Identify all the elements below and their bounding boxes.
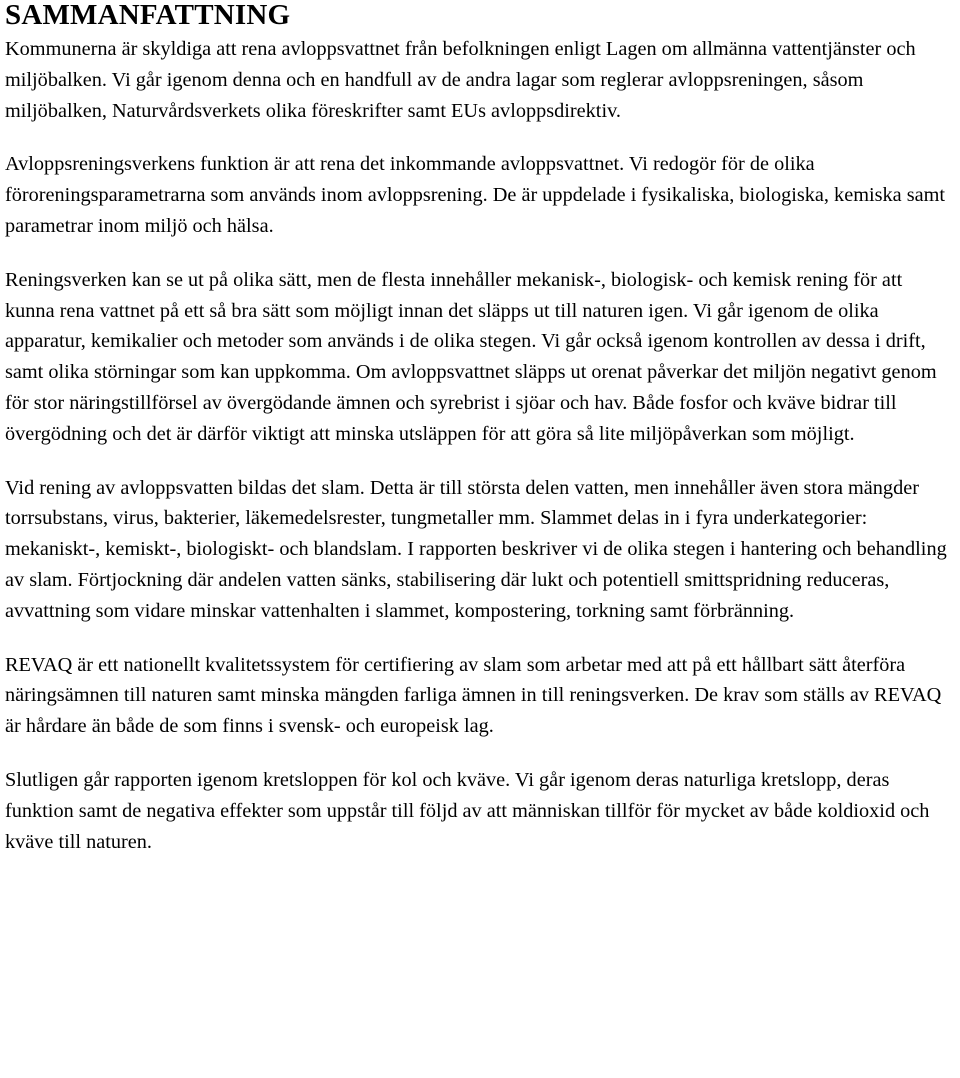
paragraph-treatment-plants: Reningsverken kan se ut på olika sätt, men de flesta innehåller mekanisk-, biologisk- och kemisk rening för att kunna rena vattnet på ett så bra sätt som möjligt innan det släpps ut till naturen igen. Vi går igenom de olika apparatur, kemikalier och metoder som används i de olika stegen. Vi går också igenom kontrollen av dessa i drift, samt olika störningar som kan uppkomma. Om avloppsvattnet släpps ut orenat påverkar det miljön negativt genom för stor näringstillförsel av övergödande ämnen och syrebrist i sjöar och hav. Både fosfor och kväve bidrar till övergödning och det är därför viktigt att minska utsläppen för att göra så lite miljöpåverkan som möjligt.	[5, 268, 937, 445]
paragraph-revaq: REVAQ är ett nationellt kvalitetssystem för certifiering av slam som arbetar med att på ett hållbart sätt återföra näringsämnen till naturen samt minska mängden farliga ämnen in till reningsverken. De krav som ställs av REVAQ är hårdare än både de som finns i svensk- och europeisk lag.	[5, 653, 942, 738]
paragraph-cycles: Slutligen går rapporten igenom kretsloppen för kol och kväve. Vi går igenom deras naturliga kretslopp, deras funktion samt de negativa effekter som uppstår till följd av att människan tillför för mycket av både koldioxid och kväve till naturen.	[5, 768, 930, 853]
paragraph-legislation: Kommunerna är skyldiga att rena avloppsvattnet från befolkningen enligt Lagen om allmänna vattentjänster och miljöbalken. Vi går igenom denna och en handfull av de andra lagar som reglerar avloppsreningen, såsom miljöbalken, Naturvårdsverkets olika föreskrifter samt EUs avloppsdirektiv.	[5, 38, 916, 122]
paragraph-sludge: Vid rening av avloppsvatten bildas det slam. Detta är till största delen vatten, men innehåller även stora mängder torrsubstans, virus, bakterier, läkemedelsrester, tungmetaller mm. Slammet delas in i fyra underkategorier: mekaniskt-, kemiskt-, biologiskt- och blandslam. I rapporten beskriver vi de olika stegen i hantering och behandling av slam. Förtjockning där andelen vatten sänks, stabilisering där lukt och potentiell smittspridning reduceras, avvattning som vidare minskar vattenhalten i slammet, kompostering, torkning samt förbränning.	[5, 476, 947, 622]
section-heading: SAMMANFATTNING	[5, 0, 291, 31]
paragraph-pollution-parameters: Avloppsreningsverkens funktion är att rena det inkommande avloppsvattnet. Vi redogör för de olika föroreningsparametrarna som används inom avloppsrening. De är uppdelade i fysikaliska, biologiska, kemiska samt parametrar inom miljö och hälsa.	[5, 153, 946, 237]
